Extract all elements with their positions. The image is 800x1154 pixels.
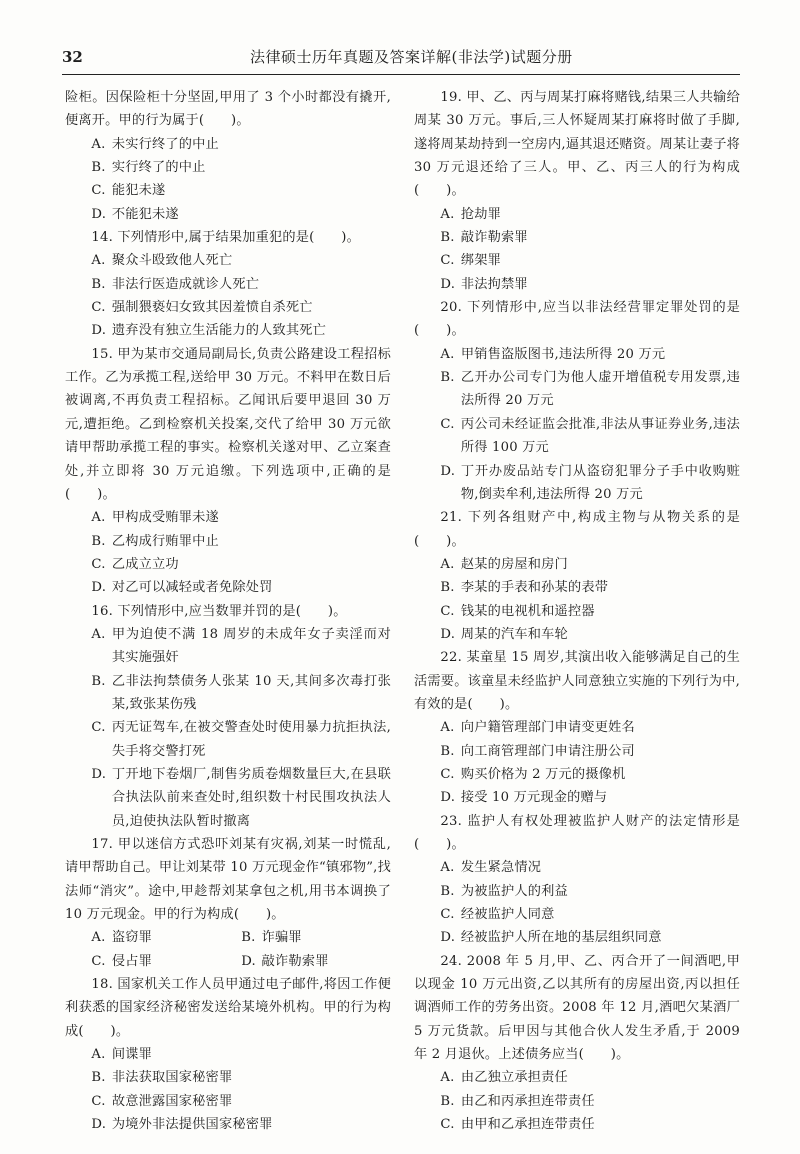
- option-letter: C.: [440, 1117, 455, 1133]
- option-b: [414, 576, 740, 599]
- option-d: [414, 786, 740, 809]
- option-a: [414, 1066, 740, 1089]
- option-d: [65, 576, 391, 599]
- option-text: 抢劫罪: [460, 206, 502, 222]
- option-text: 敲诈勒索罪: [460, 230, 528, 246]
- option-a: [65, 1043, 391, 1066]
- option-text: 甲构成受贿罪未遂: [111, 510, 219, 526]
- option-d: [65, 763, 391, 833]
- question-19: [414, 86, 740, 296]
- option-b: [414, 1090, 740, 1113]
- option-text: 发生紧急情况: [460, 860, 542, 876]
- option-letter: B.: [440, 370, 455, 386]
- option-text: 丁开办废品站专门从盗窃犯罪分子手中收购赃物,倒卖牟利,违法所得 20 万元: [460, 463, 740, 502]
- option-text: 丁开地下卷烟厂,制售劣质卷烟数量巨大,在县联合执法队前来查处时,组织数十村民围攻执法人员,迫使执法队暂时撤离: [111, 766, 391, 829]
- option-text: 丙公司未经证监会批准,非法从事证券业务,违法所得 100 万元: [460, 416, 740, 456]
- option-c: [65, 1090, 391, 1113]
- option-letter: A.: [91, 510, 106, 526]
- option-letter: B.: [91, 533, 106, 549]
- option-text: 丙无证驾车,在被交警查处时使用暴力抗拒执法,失手将交警打死: [111, 720, 391, 759]
- option-d: [414, 926, 740, 949]
- option-b: [414, 740, 740, 763]
- option-d: [65, 1113, 391, 1136]
- option-c: [414, 413, 740, 460]
- left-column: [65, 86, 391, 1136]
- option-letter: B.: [440, 1093, 455, 1109]
- option-letter: C.: [440, 253, 455, 269]
- option-b: [65, 1066, 391, 1089]
- option-letter: C.: [91, 953, 106, 969]
- option-letter: A.: [91, 626, 106, 642]
- question-stem: 20. 下列情形中,应当以非法经营罪定罪处罚的是( )。: [414, 300, 740, 339]
- option-letter: A.: [440, 1070, 455, 1086]
- option-text: 遗弃没有独立生活能力的人致其死亡: [111, 323, 327, 339]
- option-text: 非法拘禁罪: [460, 276, 528, 292]
- option-text: 聚众斗殴致他人死亡: [111, 253, 233, 269]
- option-text: 周某的汽车和车轮: [460, 626, 568, 642]
- option-letter: C.: [440, 416, 455, 432]
- option-d: [65, 203, 391, 226]
- option-a: [65, 506, 391, 529]
- option-c: [414, 763, 740, 786]
- option-text: 对乙可以减轻或者免除处罚: [111, 580, 273, 596]
- option-d: [414, 460, 740, 507]
- option-letter: B.: [91, 1070, 106, 1086]
- option-text: 由乙和丙承担连带责任: [460, 1093, 595, 1109]
- option-letter: D.: [91, 323, 107, 339]
- running-title: 法律硕士历年真题及答案详解(非法学)试题分册: [250, 48, 573, 66]
- question-22: [414, 646, 740, 809]
- option-c: [65, 296, 391, 319]
- option-text: 乙非法拘禁债务人张某 10 天,其间多次毒打张某,致张某伤残: [111, 673, 391, 712]
- option-text: 诈骗罪: [261, 930, 302, 946]
- option-a: [414, 856, 740, 879]
- option-d: [65, 319, 391, 342]
- option-letter: A.: [440, 720, 455, 736]
- option-text: 非法行医造成就诊人死亡: [111, 276, 260, 292]
- option-text: 未实行终了的中止: [111, 136, 219, 152]
- option-b: [65, 670, 391, 717]
- option-text: 强制猥亵妇女致其因羞愤自杀死亡: [111, 300, 313, 316]
- option-letter: B.: [440, 230, 455, 246]
- option-a: [414, 343, 740, 366]
- option-text: 为被监护人的利益: [460, 883, 568, 899]
- question-15: [65, 343, 391, 600]
- option-letter: D.: [440, 790, 456, 806]
- question-24: [414, 950, 740, 1137]
- option-text: 经被监护人同意: [460, 907, 555, 923]
- option-letter: C.: [440, 766, 455, 782]
- option-text: 乙构成行贿罪中止: [111, 533, 219, 549]
- option-text: 非法获取国家秘密罪: [111, 1070, 233, 1086]
- option-text: 向工商管理部门申请注册公司: [460, 743, 635, 759]
- option-letter: B.: [91, 673, 106, 689]
- option-b: [65, 530, 391, 553]
- option-letter: B.: [241, 930, 256, 946]
- option-a: [91, 926, 241, 949]
- option-letter: C.: [91, 300, 106, 316]
- question-17: [65, 833, 391, 973]
- option-a: [65, 249, 391, 272]
- option-b: [65, 273, 391, 296]
- question-stem: 17. 甲以迷信方式恐吓刘某有灾祸,刘某一时慌乱,请甲帮助自己。甲让刘某带 10 万元现金作“镇邪物”,找法师“消灾”。途中,甲趁帮刘某拿包之机,用书本调换了 10 万元现金。甲的行为构成( )。: [65, 837, 391, 923]
- option-letter: A.: [91, 136, 106, 152]
- option-letter: D.: [91, 766, 107, 782]
- option-letter: A.: [91, 253, 106, 269]
- option-letter: D.: [91, 1117, 107, 1133]
- option-letter: A.: [440, 860, 455, 876]
- option-d: [414, 623, 740, 646]
- option-letter: A.: [91, 1047, 106, 1063]
- option-letter: B.: [440, 580, 455, 596]
- question-stem: 14. 下列情形中,属于结果加重犯的是( )。: [91, 230, 361, 246]
- option-text: 为境外非法提供国家秘密罪: [111, 1117, 273, 1133]
- option-text: 甲为迫使不满 18 周岁的未成年女子卖淫而对其实施强奸: [111, 626, 391, 666]
- option-text: 向户籍管理部门申请变更姓名: [460, 720, 635, 736]
- option-letter: D.: [91, 206, 107, 222]
- option-text: 盗窃罪: [111, 930, 153, 946]
- option-c: [414, 903, 740, 926]
- option-letter: C.: [91, 183, 106, 199]
- option-b: [414, 880, 740, 903]
- option-text: 经被监护人所在地的基层组织同意: [460, 930, 662, 946]
- option-letter: A.: [91, 930, 106, 946]
- option-text: 钱某的电视机和遥控器: [460, 603, 595, 619]
- option-c: [414, 249, 740, 272]
- option-text: 敲诈勒索罪: [261, 953, 329, 969]
- option-text: 赵某的房屋和房门: [460, 556, 568, 572]
- option-a: [414, 553, 740, 576]
- question-20: [414, 296, 740, 506]
- option-a: [414, 203, 740, 226]
- question-14: [65, 226, 391, 343]
- header-divider: [62, 74, 740, 75]
- option-row: [65, 926, 391, 949]
- option-letter: D.: [241, 953, 256, 969]
- question-16: [65, 600, 391, 833]
- option-c: [65, 716, 391, 763]
- right-column: [414, 86, 740, 1136]
- option-text: 绑架罪: [460, 253, 502, 269]
- option-b: [65, 156, 391, 179]
- option-text: 能犯未遂: [111, 183, 166, 199]
- option-a: [65, 133, 391, 156]
- question-stem: 24. 2008 年 5 月,甲、乙、丙合开了一间酒吧,甲以现金 10 万元出资,乙以其所有的房屋出资,丙以担任调酒师工作的劳务出资。2008 年 12 月,酒吧欠某酒厂 5 万元货款。后甲因与其他合伙人发生矛盾,于 2009 年 2 月退伙。上述债务应当( )。: [414, 953, 740, 1063]
- question-21: [414, 506, 740, 646]
- page-number: 32: [62, 48, 83, 66]
- option-letter: A.: [440, 206, 455, 222]
- option-c: [65, 553, 391, 576]
- option-text: 乙成立立功: [111, 556, 179, 572]
- option-d: [414, 273, 740, 296]
- option-row: [65, 950, 391, 973]
- option-b: [414, 366, 740, 413]
- option-text: 乙开办公司专门为他人虚开增值税专用发票,违法所得 20 万元: [460, 370, 740, 409]
- option-text: 李某的手表和孙某的表带: [460, 580, 609, 596]
- option-c: [91, 950, 241, 973]
- question-stem: 16. 下列情形中,应当数罪并罚的是( )。: [91, 603, 347, 619]
- option-text: 故意泄露国家秘密罪: [111, 1093, 233, 1109]
- option-letter: B.: [440, 883, 455, 899]
- option-letter: C.: [440, 907, 455, 923]
- question-stem: 18. 国家机关工作人员甲通过电子邮件,将因工作便利获悉的国家经济秘密发送给某境外机构。甲的行为构成( )。: [65, 977, 391, 1039]
- question-stem: 23. 监护人有权处理被监护人财产的法定情形是( )。: [414, 813, 740, 852]
- option-d: [241, 950, 391, 973]
- option-letter: D.: [440, 626, 456, 642]
- option-c: [414, 600, 740, 623]
- option-letter: B.: [91, 160, 106, 176]
- question-18: [65, 973, 391, 1136]
- option-letter: D.: [440, 276, 456, 292]
- option-text: 间谍罪: [111, 1047, 153, 1063]
- option-text: 甲销售盗版图书,违法所得 20 万元: [460, 346, 666, 362]
- question-13-continued: [65, 86, 391, 226]
- option-b: [241, 926, 391, 949]
- option-text: 实行终了的中止: [111, 160, 206, 176]
- option-letter: A.: [440, 556, 455, 572]
- question-stem: 险柜。因保险柜十分坚固,甲用了 3 个小时都没有撬开,便离开。甲的行为属于( )。: [65, 90, 391, 129]
- option-letter: D.: [440, 930, 456, 946]
- option-letter: D.: [440, 463, 456, 479]
- question-stem: 19. 甲、乙、丙与周某打麻将赌钱,结果三人共输给周某 30 万元。事后,三人怀疑周某打麻将时做了手脚,遂将周某劫持到一空房内,逼其退还赌资。周某让妻子将 30 万元退还给了三人。甲、乙、丙三人的行为构成( )。: [414, 90, 740, 199]
- option-c: [414, 1113, 740, 1136]
- option-text: 接受 10 万元现金的赠与: [460, 790, 608, 806]
- option-b: [414, 226, 740, 249]
- option-text: 购买价格为 2 万元的摄像机: [460, 766, 626, 782]
- option-text: 由甲和乙承担连带责任: [460, 1117, 595, 1133]
- option-text: 由乙独立承担责任: [460, 1070, 568, 1086]
- question-23: [414, 810, 740, 950]
- option-a: [65, 623, 391, 670]
- option-letter: C.: [440, 603, 455, 619]
- option-text: 侵占罪: [111, 953, 153, 969]
- option-letter: B.: [91, 276, 106, 292]
- question-stem: 15. 甲为某市交通局副局长,负责公路建设工程招标工作。乙为承揽工程,送给甲 30 万元。不料甲在数日后被调离,不再负责工程招标。乙闻讯后要甲退回 30 万元,遭拒绝。乙到检察机关投案,交代了给甲 30 万元欲请甲帮助承揽工程的事实。检察机关遂对甲、乙立案查处,并立即将 30 万元追缴。下列选项中,正确的是( )。: [65, 346, 391, 502]
- question-stem: 21. 下列各组财产中,构成主物与从物关系的是( )。: [414, 510, 740, 549]
- option-text: 不能犯未遂: [111, 206, 179, 222]
- option-letter: A.: [440, 346, 455, 362]
- option-c: [65, 179, 391, 202]
- option-letter: C.: [91, 720, 106, 736]
- option-letter: B.: [440, 743, 455, 759]
- option-letter: C.: [91, 556, 106, 572]
- option-letter: D.: [91, 580, 107, 596]
- option-letter: C.: [91, 1093, 106, 1109]
- question-stem: 22. 某童星 15 周岁,其演出收入能够满足自己的生活需要。该童星未经监护人同意独立实施的下列行为中,有效的是( )。: [414, 650, 740, 712]
- option-a: [414, 716, 740, 739]
